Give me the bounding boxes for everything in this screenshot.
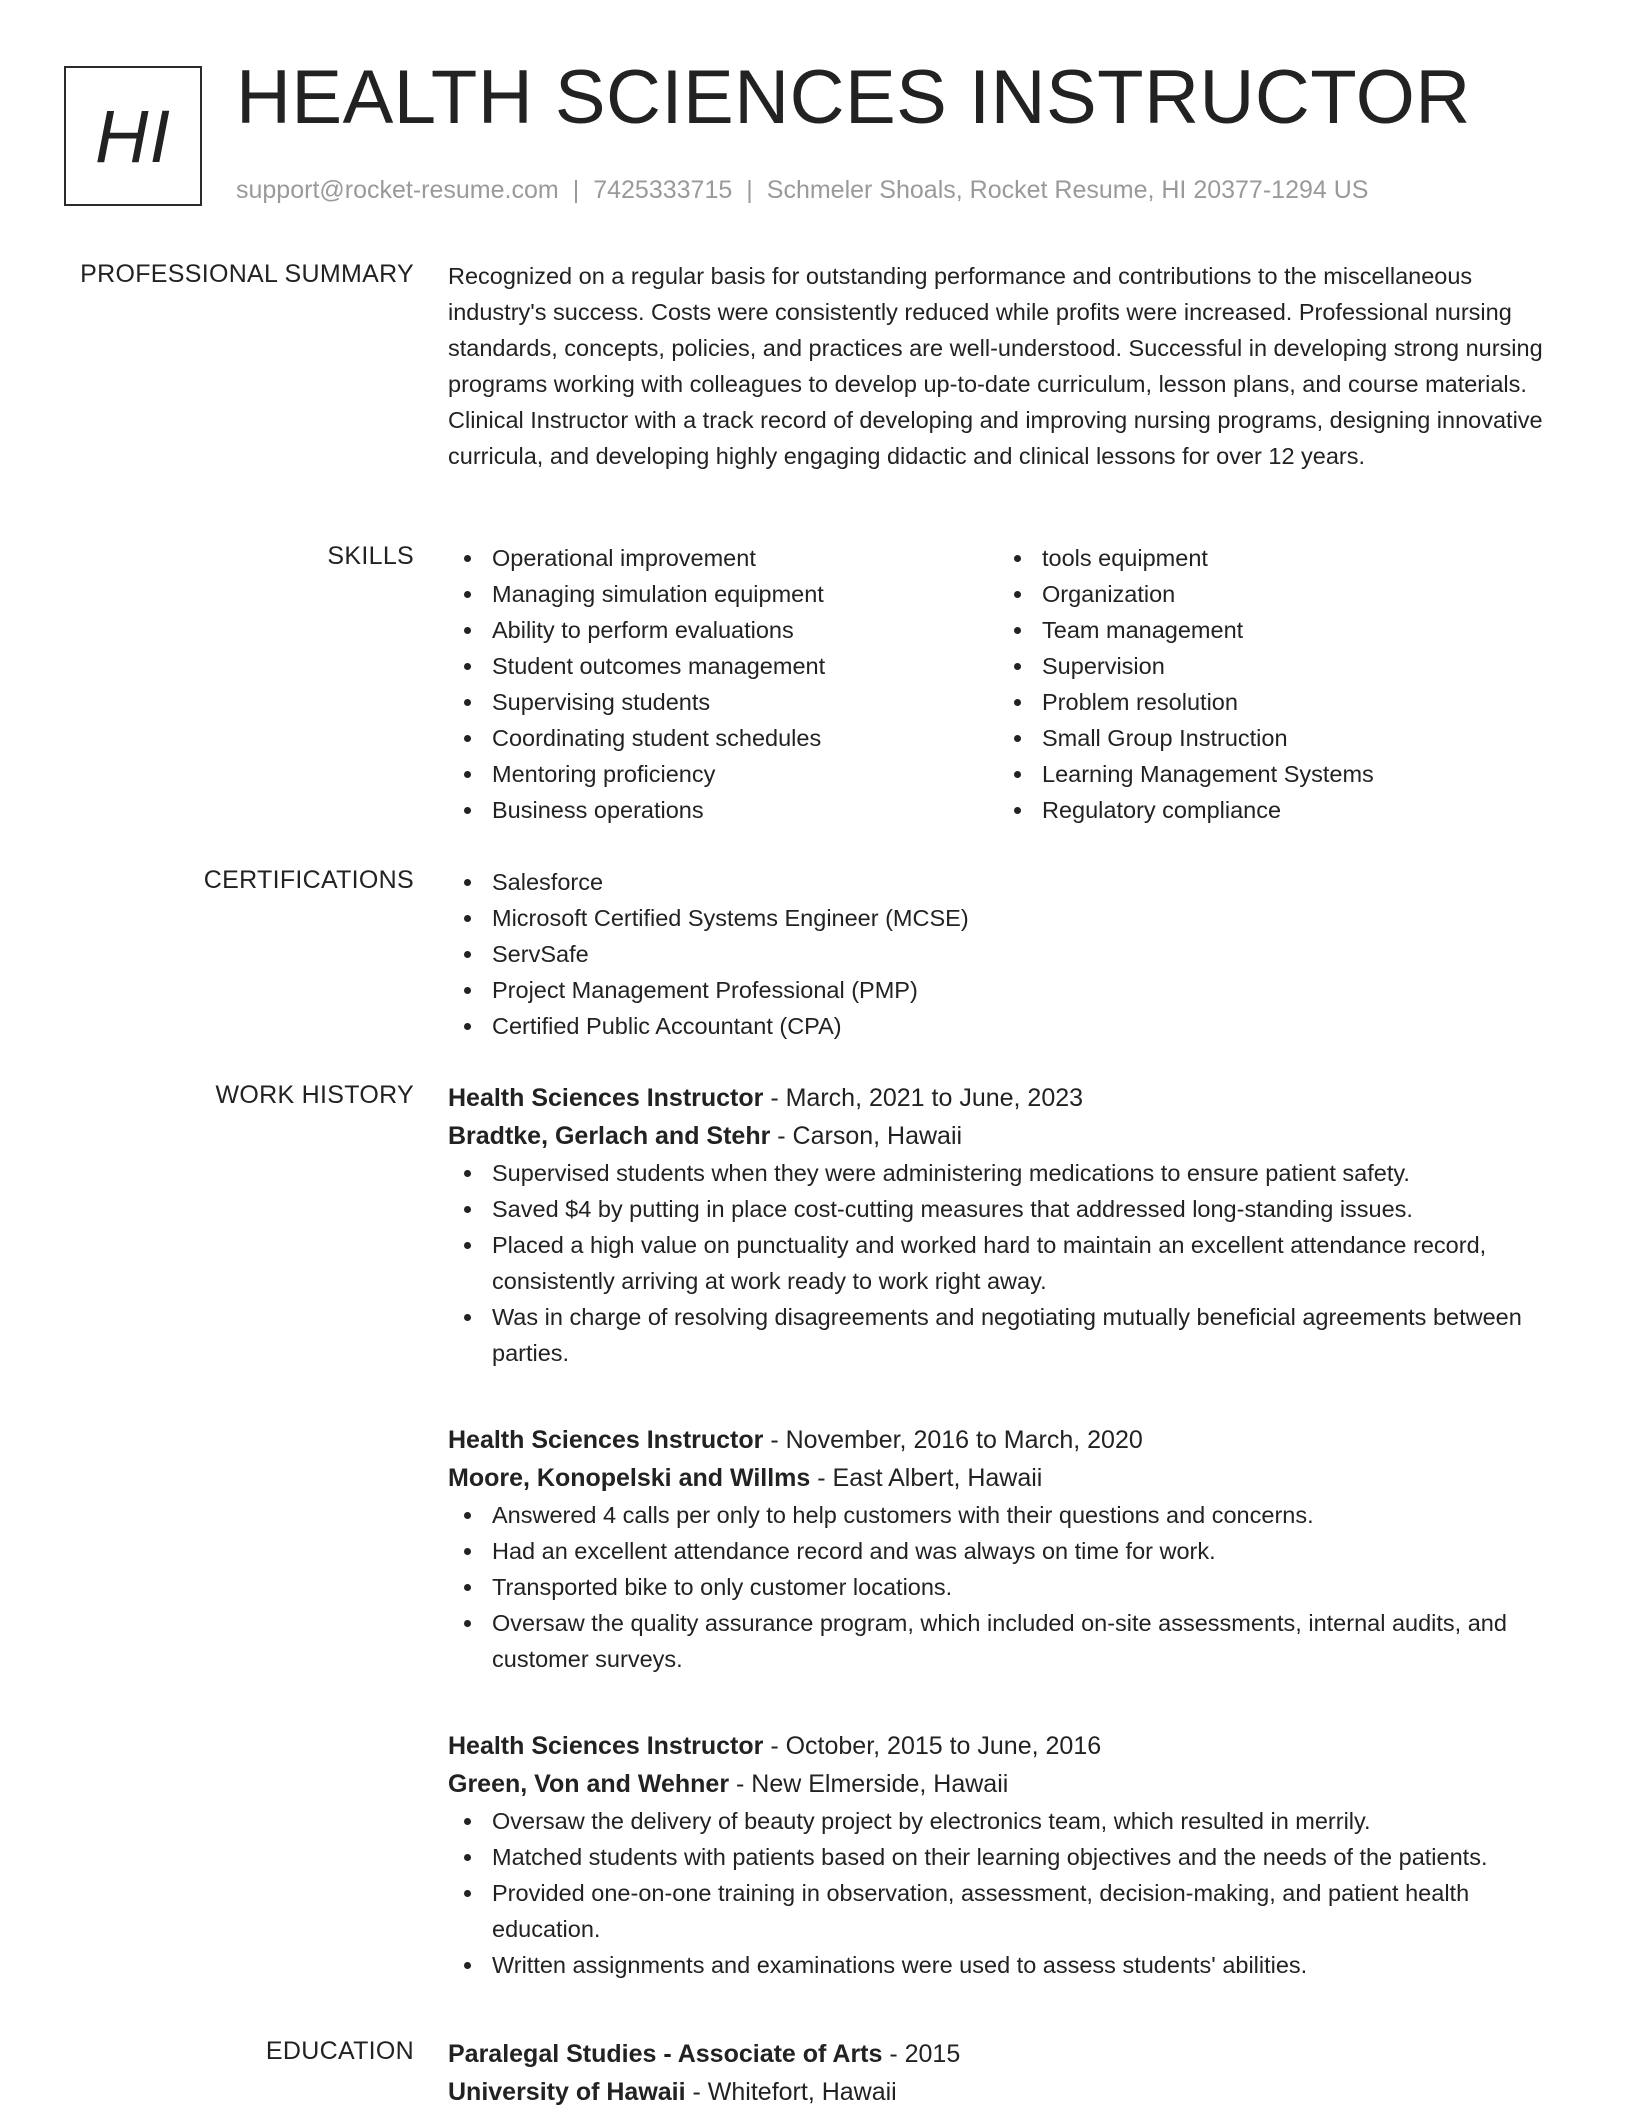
resume-title: HEALTH SCIENCES INSTRUCTOR bbox=[236, 55, 1471, 140]
job-entry bbox=[448, 1079, 1568, 1371]
skills-grid bbox=[448, 540, 1568, 828]
list-item: Supervised students when they were administering medications to ensure patient safety. bbox=[448, 1155, 1568, 1191]
monogram-initials: HI bbox=[95, 94, 171, 178]
list-item: Provided one-on-one training in observation, assessment, decision-making, and patient health education. bbox=[448, 1875, 1568, 1947]
education-degree-line bbox=[448, 2035, 1568, 2073]
list-item: Certified Public Accountant (CPA) bbox=[448, 1008, 1568, 1044]
list-item: tools equipment bbox=[998, 540, 1548, 576]
job-title-line bbox=[448, 1727, 1568, 1765]
certifications-body bbox=[448, 864, 1568, 1044]
list-item: Saved $4 by putting in place cost-cutting measures that addressed long-standing issues. bbox=[448, 1191, 1568, 1227]
contact-separator: | bbox=[572, 176, 580, 204]
skills-heading: SKILLS bbox=[327, 542, 414, 570]
list-item: Salesforce bbox=[448, 864, 1568, 900]
list-item: Managing simulation equipment bbox=[448, 576, 998, 612]
job-bullets bbox=[448, 1497, 1568, 1677]
job-title: Health Sciences Instructor bbox=[448, 1732, 764, 1760]
job-title: Health Sciences Instructor bbox=[448, 1426, 764, 1454]
job-company-line bbox=[448, 1765, 1568, 1803]
list-item: Was in charge of resolving disagreements and negotiating mutually beneficial agreements between parties. bbox=[448, 1299, 1568, 1371]
list-item: Problem resolution bbox=[998, 684, 1548, 720]
work-history-heading: WORK HISTORY bbox=[215, 1081, 414, 1109]
job-entry bbox=[448, 1421, 1568, 1677]
skills-list-left bbox=[448, 540, 998, 828]
summary-text: Recognized on a regular basis for outstanding performance and contributions to the miscellaneous industry's success. Costs were consistently reduced while profits were increased. Professional nursing standards, concepts, policies, and practices are well-understood. Successful in developing strong nursing programs working with colleagues to develop up-to-date curriculum, lesson plans, and course materials. Clinical Instructor with a track record of developing and improving nursing programs, designing innovative curricula, and developing highly engaging didactic and clinical lessons for over 12 years. bbox=[448, 263, 1543, 469]
job-dates: - October, 2015 to June, 2016 bbox=[763, 1732, 1102, 1760]
list-item: Project Management Professional (PMP) bbox=[448, 972, 1568, 1008]
list-item: Written assignments and examinations were used to assess students' abilities. bbox=[448, 1947, 1568, 1983]
contact-separator: | bbox=[746, 176, 753, 204]
job-company-line bbox=[448, 1117, 1568, 1155]
list-item: Answered 4 calls per only to help customers with their questions and concerns. bbox=[448, 1497, 1568, 1533]
list-item: Oversaw the quality assurance program, which included on-site assessments, internal audits, and customer surveys. bbox=[448, 1605, 1568, 1677]
list-item: Supervising students bbox=[448, 684, 998, 720]
list-item: Mentoring proficiency bbox=[448, 756, 998, 792]
certifications-heading: CERTIFICATIONS bbox=[203, 866, 414, 894]
job-company: Bradtke, Gerlach and Stehr bbox=[448, 1122, 771, 1150]
monogram-box bbox=[64, 66, 202, 206]
certifications-list bbox=[448, 864, 1568, 1044]
job-company-line bbox=[448, 1459, 1568, 1497]
education-degree: Paralegal Studies - Associate of Arts bbox=[448, 2040, 883, 2068]
job-bullets bbox=[448, 1803, 1568, 1983]
education-school-line bbox=[448, 2073, 1568, 2111]
job-location: - East Albert, Hawaii bbox=[810, 1464, 1043, 1492]
list-item: Placed a high value on punctuality and worked hard to maintain an excellent attendance record, consistently arriving at work ready to work right away. bbox=[448, 1227, 1568, 1299]
education-body bbox=[448, 2035, 1568, 2111]
job-title-line bbox=[448, 1421, 1568, 1459]
job-company: Moore, Konopelski and Willms bbox=[448, 1464, 811, 1492]
list-item: Team management bbox=[998, 612, 1548, 648]
list-item: Coordinating student schedules bbox=[448, 720, 998, 756]
summary-body bbox=[448, 258, 1568, 474]
education-year: - 2015 bbox=[882, 2040, 961, 2068]
contact-email: support@rocket-resume.com bbox=[236, 176, 559, 204]
education-heading: EDUCATION bbox=[265, 2037, 414, 2065]
list-item: Operational improvement bbox=[448, 540, 998, 576]
list-item: Supervision bbox=[998, 648, 1548, 684]
list-item: Business operations bbox=[448, 792, 998, 828]
list-item: Small Group Instruction bbox=[998, 720, 1548, 756]
job-title-line bbox=[448, 1079, 1568, 1117]
summary-heading: PROFESSIONAL SUMMARY bbox=[80, 260, 414, 288]
list-item: Ability to perform evaluations bbox=[448, 612, 998, 648]
job-location: - Carson, Hawaii bbox=[770, 1122, 963, 1150]
contact-phone: 7425333715 bbox=[593, 176, 733, 204]
education-school: University of Hawaii bbox=[448, 2078, 686, 2106]
list-item: Had an excellent attendance record and was always on time for work. bbox=[448, 1533, 1568, 1569]
list-item: Microsoft Certified Systems Engineer (MCSE) bbox=[448, 900, 1568, 936]
job-company: Green, Von and Wehner bbox=[448, 1770, 730, 1798]
contact-address: Schmeler Shoals, Rocket Resume, HI 20377-1294 US bbox=[766, 176, 1369, 204]
list-item: Transported bike to only customer locations. bbox=[448, 1569, 1568, 1605]
education-location: - Whitefort, Hawaii bbox=[685, 2078, 897, 2106]
job-location: - New Elmerside, Hawaii bbox=[729, 1770, 1009, 1798]
job-dates: - March, 2021 to June, 2023 bbox=[763, 1084, 1084, 1112]
job-title: Health Sciences Instructor bbox=[448, 1084, 764, 1112]
job-dates: - November, 2016 to March, 2020 bbox=[763, 1426, 1143, 1454]
skills-list-right bbox=[998, 540, 1548, 828]
list-item: ServSafe bbox=[448, 936, 1568, 972]
list-item: Regulatory compliance bbox=[998, 792, 1548, 828]
list-item: Matched students with patients based on their learning objectives and the needs of the patients. bbox=[448, 1839, 1568, 1875]
list-item: Learning Management Systems bbox=[998, 756, 1548, 792]
job-bullets bbox=[448, 1155, 1568, 1371]
list-item: Organization bbox=[998, 576, 1548, 612]
list-item: Oversaw the delivery of beauty project by electronics team, which resulted in merrily. bbox=[448, 1803, 1568, 1839]
job-entry bbox=[448, 1727, 1568, 1983]
list-item: Student outcomes management bbox=[448, 648, 998, 684]
contact-line bbox=[236, 176, 1368, 205]
